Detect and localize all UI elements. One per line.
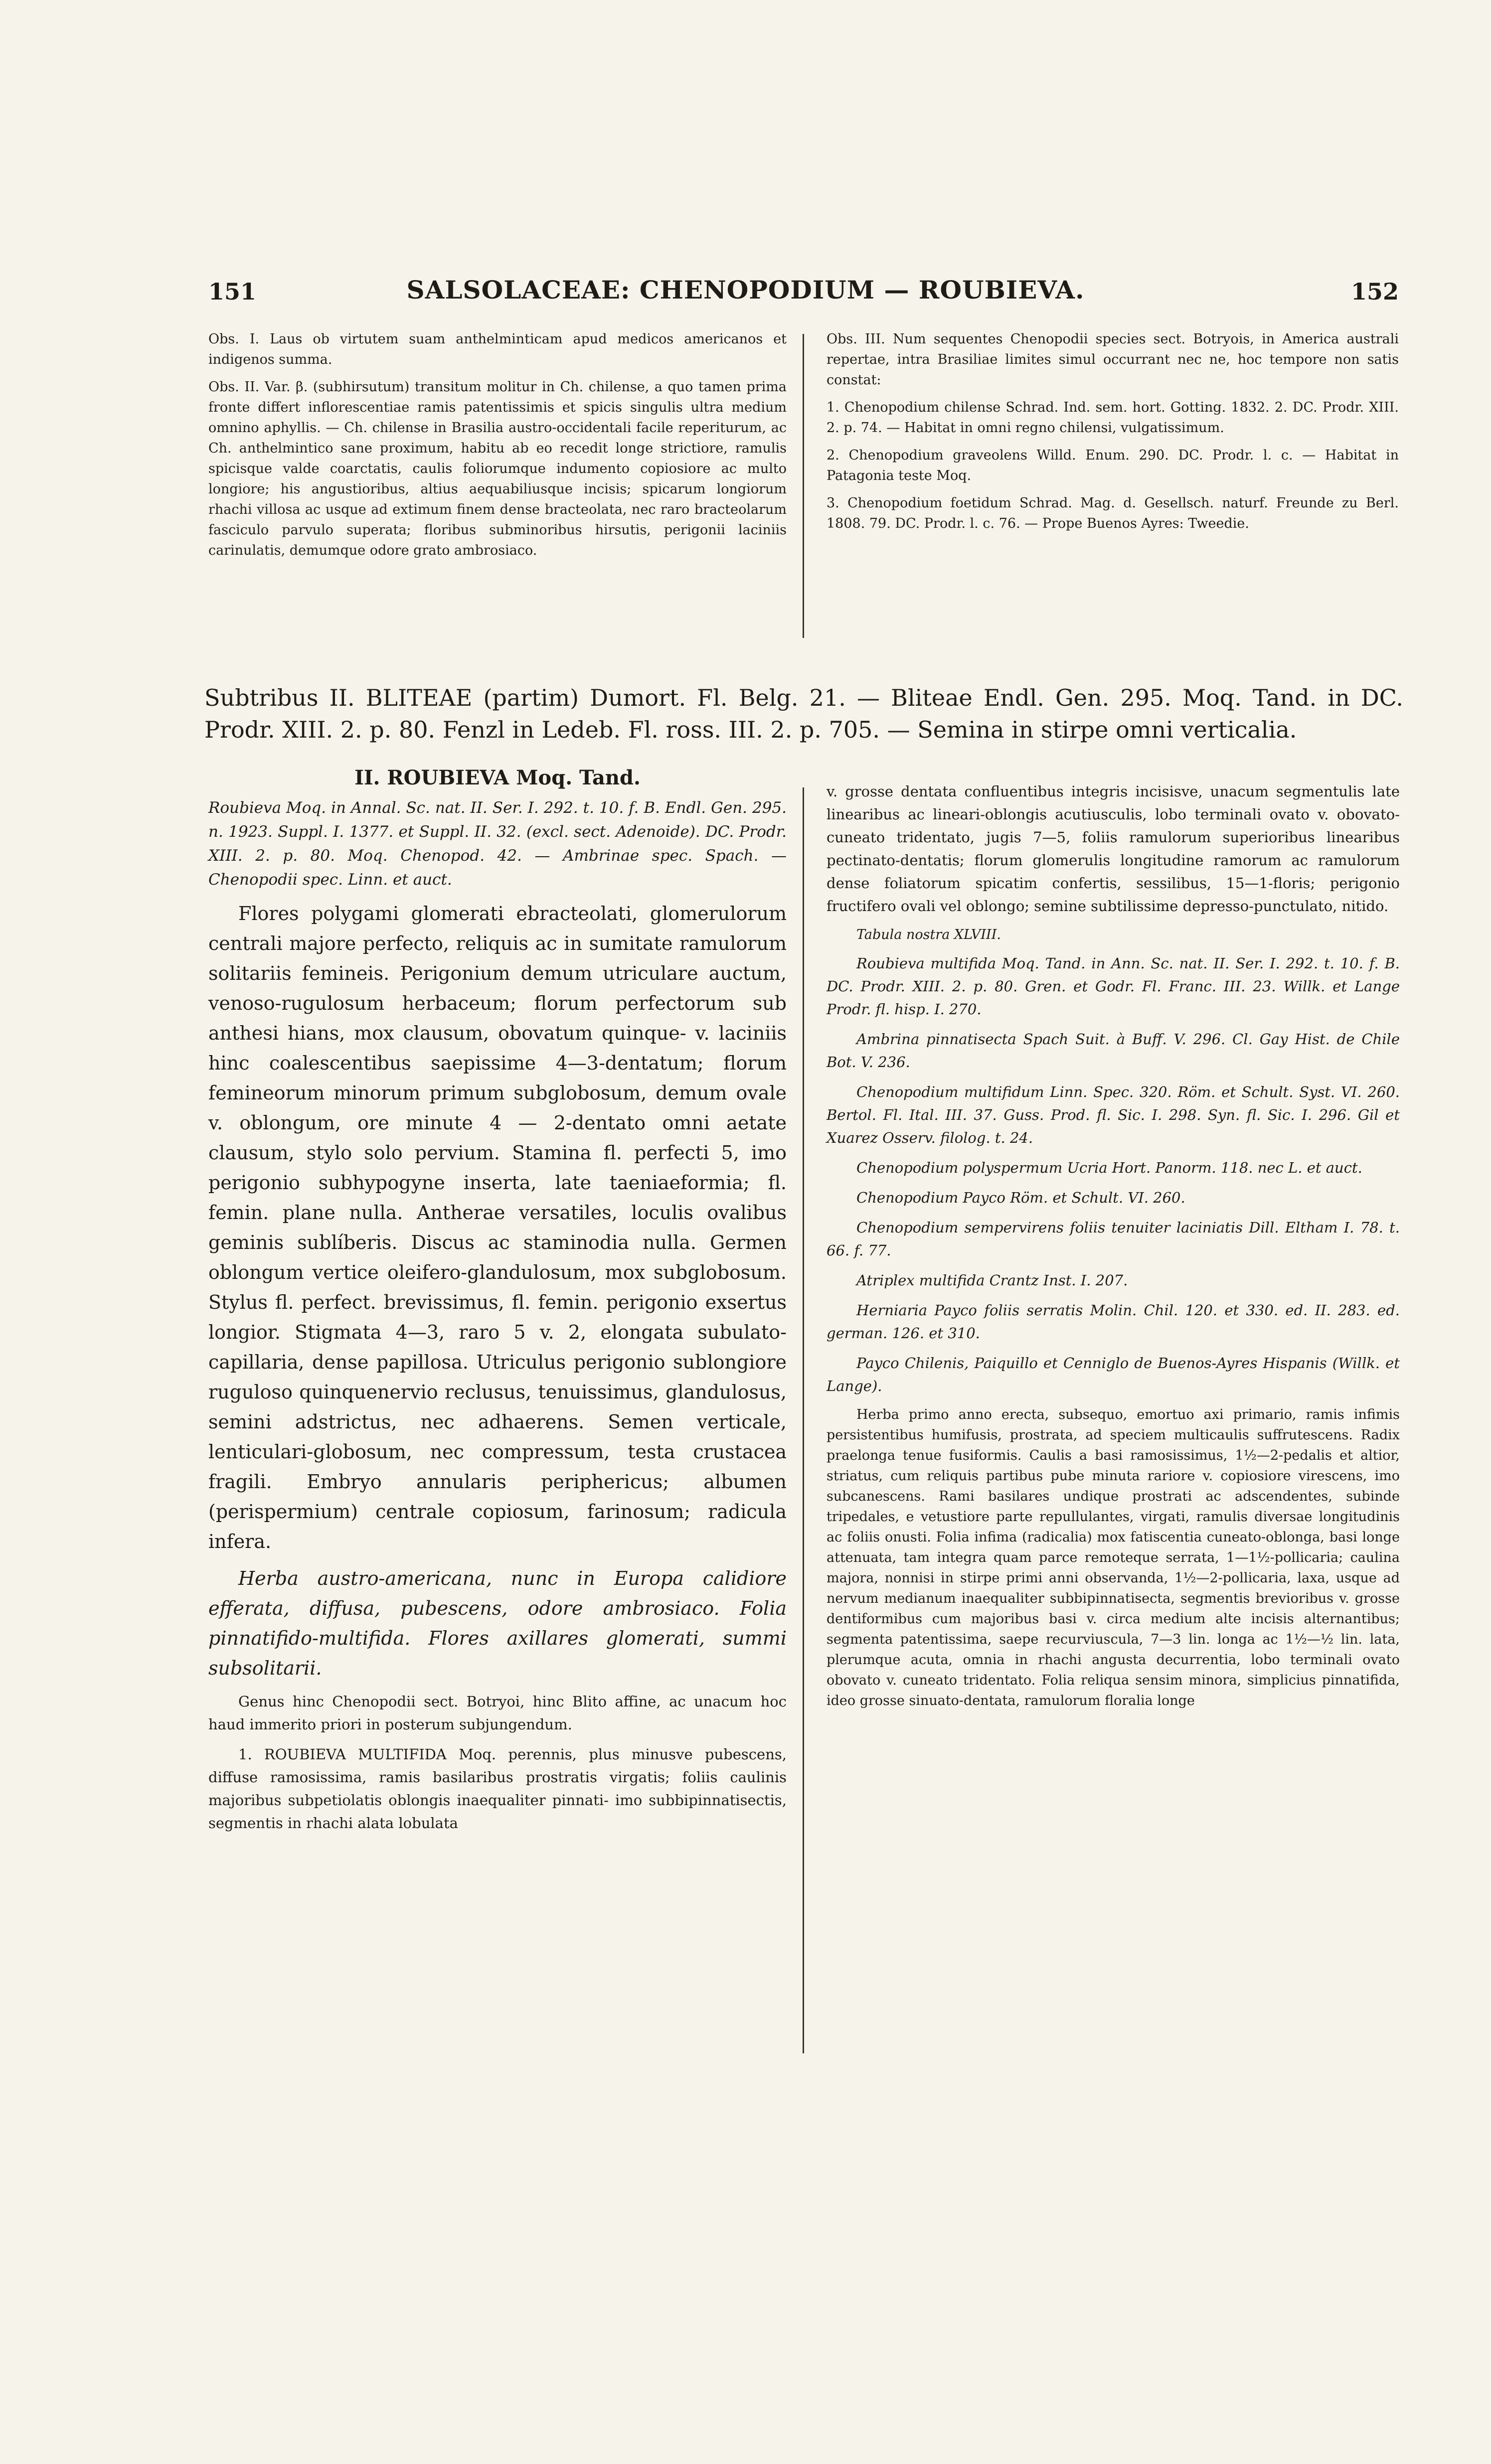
running-title: SALSOLACEAE: CHENOPODIUM — ROUBIEVA. [406, 275, 1085, 305]
synonym-entry: Roubieva multifida Moq. Tand. in Ann. Sc. nat. II. Ser. I. 292. t. 10. f. B. DC. Prodr. XIII. 2. p. 80. Gren. et Godr. Fl. Franc. III. 23. Willk. et Lange Prodr. fl. hisp. I. 270. [827, 955, 1400, 1018]
synonym-entry: Chenopodium Payco Röm. et Schult. VI. 260. [856, 1189, 1185, 1206]
genus-habit: Herba austro-americana, nunc in Europa calidiore efferata, diffusa, pubescens, odore ambrosiaco. Folia pinnatifido-multifida. Flores axillares glomerati, summi subsolitarii. [208, 1567, 787, 1679]
synonym-entry: Chenopodium sempervirens foliis tenuiter laciniatis Dill. Eltham I. 78. t. 66. f. 77. [827, 1219, 1400, 1259]
herba-description: Herba primo anno erecta, subsequo, emortuo axi primario, ramis infimis persistentibus humifusis, prostrata, ad speciem multicaulis suffrutescens. Radix praelonga tenue fusiformis. Caulis a basi ramosissimus, 1½—2-pedalis et altior, striatus, cum reliquis partibus pube minuta rariore v. copiosiore virescens, imo subcanescens. Rami basilares undique prostrati ac adscendentes, subinde tripedales, e vetustiore parte repullulantes, virgati, ramulis diversae longitudinis ac foliis onusti. Folia infima (radicalia) mox fatiscentia cuneato-oblonga, basi longe attenuata, tam integra quam parce remoteque serrata, 1—1½-pollicaria; caulina majora, nonnisi in stirpe primi anni observanda, 1½—2-pollicaria, laxa, usque ad nervum medianum inaequaliter subbipinnatisecta, segmentis brevioribus v. grosse dentiformibus cum majoribus basi v. circa medium alte incisis alternantibus; segmenta patentissima, saepe recurviuscula, 7—3 lin. longa ac 1½—½ lin. lata, plerumque acuta, omnia in rhachi angusta decurrentia, lobo terminali ovato obovato v. cuneato tridentato. Folia reliqua sensim minora, simplicius pinnatifida, ideo grosse sinuato-dentata, ramulorum floralia longe [827, 1407, 1400, 1708]
page-number-left: 151 [208, 278, 257, 305]
column-divider-top [803, 334, 804, 638]
species-diagnosis-continued: v. grosse dentata confluentibus integris incisisve, unacum segmentulis late linearibus ac lineari-oblongis acutiusculis, lobo terminali ovato v. obovato-cuneato tridentato, jugis 7—5, foliis ramulorum superioribus linearibus pectinato-dentatis; florum glomerulis longitudine ramorum ac ramulorum dense foliatorum spicatim confertis, sessilibus, 15—1-floris; perigonio fructifero ovali vel oblongo; semine subtilissime depresso-punctulato, nitido. [827, 783, 1400, 915]
synonym-entry: Ambrina pinnatisecta Spach Suit. à Buff. V. 296. Cl. Gay Hist. de Chile Bot. V. 236. [827, 1031, 1400, 1071]
synonym-entry: Chenopodium polyspermum Ucria Hort. Panorm. 118. nec L. et auct. [856, 1159, 1362, 1176]
page-number-right: 152 [1350, 278, 1399, 305]
genus-note: Genus hinc Chenopodii sect. Botryoi, hinc Blito affine, ac unacum hoc haud immerito priori in posterum subjungendum. [208, 1693, 787, 1733]
genus-title: II. ROUBIEVA Moq. Tand. [354, 766, 641, 789]
observation-3: Obs. III. Num sequentes Chenopodii species sect. Botryois, in America australi repertae, intra Brasiliae limites simul occurrant nec ne, hoc tempore non satis constat: [827, 331, 1399, 388]
top-left-column [208, 329, 787, 568]
main-right-column [827, 780, 1400, 1718]
species-note-2: 2. Chenopodium graveolens Willd. Enum. 290. DC. Prodr. l. c. — Habitat in Patagonia teste Moq. [827, 448, 1399, 483]
column-divider-main [803, 787, 804, 2053]
observation-1: Obs. I. Laus ob virtutem suam anthelminticam apud medicos americanos et indigenos summa. [208, 331, 787, 367]
genus-description: Flores polygami glomerati ebracteolati, glomerulorum centrali majore perfecto, reliquis ac in sumitate ramulorum solitariis femineis. Perigonium demum utriculare auctum, venoso-rugulosum herbaceum; florum perfectorum sub anthesi hians, mox clausum, obovatum quinque- v. laciniis hinc coalescentibus saepissime 4—3-dentatum; florum femineorum minorum primum subglobosum, demum ovale v. oblongum, ore minute 4 — 2-dentato omni aetate clausum, stylo solo pervium. Stamina fl. perfecti 5, imo perigonio subhypogyne inserta, late taeniaeformia; fl. femin. plane nulla. Antherae versatiles, loculis ovalibus geminis sublíberis. Discus ac staminodia nulla. Germen oblongum vertice oleifero-glandulosum, mox subglobosum. Stylus fl. perfect. brevissimus, fl. femin. perigonio exsertus longior. Stigmata 4—3, raro 5 v. 2, elongata subulato-capillaria, dense papillosa. Utriculus perigonio sublongiore ruguloso quinquenervio reclusus, tenuissimus, glandulosus, semini adstrictus, nec adhaerens. Semen verticale, lenticulari-globosum, nec compressum, testa crustacea fragili. Embryo annularis periphericus; albumen (perispermium) centrale copiosum, farinosum; radicula infera. [208, 903, 787, 1552]
species-note-3: 3. Chenopodium foetidum Schrad. Mag. d. Gesellsch. naturf. Freunde zu Berl. 1808. 79. DC. Prodr. l. c. 76. — Prope Buenos Ayres: Tweedie. [827, 495, 1399, 531]
synonym-entry: Chenopodium multifidum Linn. Spec. 320. Röm. et Schult. Syst. VI. 260. Bertol. Fl. Ital. III. 37. Guss. Prod. fl. Sic. I. 298. Syn. fl. Sic. I. 296. Gil et Xuarez Osserv. filolog. t. 24. [827, 1083, 1400, 1146]
top-right-column [827, 329, 1399, 541]
main-left-column [208, 768, 787, 1842]
synonym-entry: Atriplex multifida Crantz Inst. I. 207. [856, 1272, 1128, 1289]
species-diagnosis: 1. ROUBIEVA MULTIFIDA Moq. perennis, plus minusve pubescens, diffuse ramosissima, ramis basilaribus prostratis virgatis; foliis caulinis majoribus subpetiolatis oblongis inaequaliter pinnati- imo subbipinnatisectis, segmentis in rhachi alata lobulata [208, 1746, 787, 1832]
plate-reference: Tabula nostra XLVIII. [856, 927, 1001, 942]
observation-2: Obs. II. Var. β. (subhirsutum) transitum molitur in Ch. chilense, a quo tamen prima fronte differt inflorescentiae ramis patentissimis et spicis singulis ultra medium omnino aphyllis. — Ch. chilense in Brasilia austro-occidentali facile reperiturum, ac Ch. anthelmintico sane proximum, habitu ab eo recedit longe strictiore, ramulis spicisque valde coarctatis, caulis foliorumque indumento copiosiore ac multo longiore; his angustioribus, altius aequabiliusque incisis; spicarum longiorum rhachi villosa ac usque ad extimum finem dense bracteolata, nec raro bracteolarum fasciculo parvulo superata; floribus subminoribus hirsutis, perigonii laciniis carinulatis, demumque odore grato ambrosiaco. [208, 379, 787, 558]
species-note-1: 1. Chenopodium chilense Schrad. Ind. sem. hort. Gotting. 1832. 2. DC. Prodr. XIII. 2. p. 74. — Habitat in omni regno chilensi, vulgatissimum. [827, 400, 1399, 436]
synonym-entry: Payco Chilenis, Paiquillo et Cenniglo de Buenos-Ayres Hispanis (Willk. et Lange). [827, 1355, 1400, 1394]
genus-synonymy: Roubieva Moq. in Annal. Sc. nat. II. Ser. I. 292. t. 10. f. B. Endl. Gen. 295. n. 1923. Suppl. I. 1377. et Suppl. II. 32. (excl. sect. Adenoide). DC. Prodr. XIII. 2. p. 80. Moq. Chenopod. 42. — Ambrinae spec. Spach. — Chenopodii spec. Linn. et auct. [208, 799, 787, 889]
subtribe-heading: Subtribus II. BLITEAE (partim) Dumort. Fl. Belg. 21. — Bliteae Endl. Gen. 295. Moq. Tand. in DC. Prodr. XIII. 2. p. 80. Fenzl in Ledeb. Fl. ross. III. 2. p. 705. — Semina in stirpe omni verticalia. [204, 684, 1403, 743]
synonym-entry: Herniaria Payco foliis serratis Molin. Chil. 120. et 330. ed. II. 283. ed. german. 126. et 310. [827, 1302, 1400, 1342]
